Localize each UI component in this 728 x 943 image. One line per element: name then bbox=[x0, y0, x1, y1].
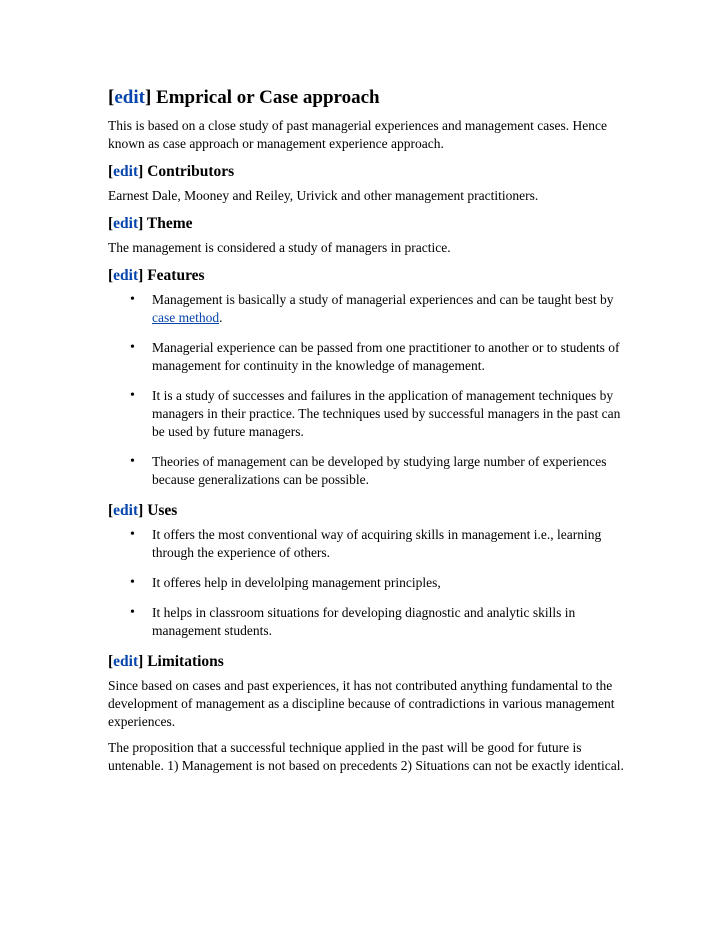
feature-text: Theories of management can be developed by studying large number of experiences because generalizations can be possible. bbox=[152, 454, 607, 487]
bullet-icon: • bbox=[130, 340, 135, 355]
section-title-uses: Uses bbox=[147, 502, 178, 519]
page-title bbox=[108, 86, 628, 110]
feature-text-after-link: . bbox=[219, 310, 223, 325]
edit-bracket-open: [ bbox=[108, 502, 114, 519]
section-heading-limitations bbox=[108, 652, 628, 671]
section-title-contributors: Contributors bbox=[147, 163, 235, 180]
contributors-paragraph: Earnest Dale, Mooney and Reiley, Urivick and other management practitioners. bbox=[108, 188, 539, 203]
edit-bracket-close: ] bbox=[138, 215, 144, 232]
edit-link-limitations[interactable]: edit bbox=[113, 653, 139, 670]
use-text: It offers the most conventional way of acquiring skills in management i.e., learning through the experience of others. bbox=[152, 527, 602, 560]
edit-bracket-close: ] bbox=[138, 502, 144, 519]
bullet-icon: • bbox=[130, 388, 135, 403]
edit-link-main[interactable]: edit bbox=[114, 87, 145, 108]
bullet-icon: • bbox=[130, 575, 135, 590]
edit-bracket-close: ] bbox=[138, 163, 144, 180]
edit-bracket-close: ] bbox=[138, 267, 144, 284]
list-item bbox=[130, 604, 628, 640]
case-method-link[interactable]: case method bbox=[152, 310, 220, 325]
theme-paragraph: The management is considered a study of managers in practice. bbox=[108, 240, 451, 255]
section-heading-uses bbox=[108, 501, 628, 520]
bullet-icon: • bbox=[130, 292, 135, 307]
section-title-theme: Theme bbox=[146, 215, 193, 232]
edit-bracket-open: [ bbox=[108, 163, 114, 180]
edit-bracket-open: [ bbox=[108, 215, 114, 232]
list-item bbox=[130, 526, 628, 562]
section-heading-contributors bbox=[108, 162, 628, 181]
section-heading-features bbox=[108, 266, 628, 285]
features-list bbox=[108, 291, 628, 489]
edit-bracket-open: [ bbox=[108, 87, 115, 108]
edit-bracket-close: ] bbox=[138, 653, 144, 670]
bullet-icon: • bbox=[130, 454, 135, 469]
bullet-icon: • bbox=[130, 527, 135, 542]
use-text: It offeres help in develolping management principles, bbox=[152, 575, 441, 590]
list-item bbox=[130, 453, 628, 489]
list-item bbox=[130, 339, 628, 375]
intro-paragraph: This is based on a close study of past managerial experiences and management cases. Hence known as case approach or management experience approach. bbox=[108, 118, 607, 151]
edit-bracket-open: [ bbox=[108, 267, 114, 284]
feature-text: It is a study of successes and failures in the application of management techniques by managers in their practice. The techniques used by successful managers in the past can be used by future managers. bbox=[152, 388, 621, 439]
list-item bbox=[130, 291, 628, 327]
edit-link-theme[interactable]: edit bbox=[113, 215, 139, 232]
limitations-paragraph: Since based on cases and past experiences, it has not contributed anything fundamental to the development of management as a discipline because of contradictions in various management experiences. bbox=[108, 678, 615, 729]
list-item bbox=[130, 387, 628, 441]
edit-link-contributors[interactable]: edit bbox=[113, 163, 139, 180]
limitations-paragraph: The proposition that a successful technique applied in the past will be good for future is untenable. 1) Management is not based on precedents 2) Situations can not be exactly identical. bbox=[108, 740, 624, 773]
section-title-features: Features bbox=[147, 267, 205, 284]
use-text: It helps in classroom situations for developing diagnostic and analytic skills in management students. bbox=[152, 605, 576, 638]
page-title-text: Emprical or Case approach bbox=[156, 87, 380, 108]
bullet-icon: • bbox=[130, 605, 135, 620]
edit-link-uses[interactable]: edit bbox=[113, 502, 139, 519]
edit-bracket-open: [ bbox=[108, 653, 114, 670]
list-item bbox=[130, 574, 628, 592]
section-title-limitations: Limitations bbox=[147, 653, 224, 670]
uses-list bbox=[108, 526, 628, 640]
feature-text-before-link: Management is basically a study of managerial experiences and can be taught best by bbox=[152, 292, 614, 307]
edit-bracket-close: ] bbox=[144, 87, 152, 108]
feature-text: Managerial experience can be passed from one practitioner to another or to students of management for continuity in the knowledge of management. bbox=[152, 340, 620, 373]
section-heading-theme bbox=[108, 214, 628, 233]
edit-link-features[interactable]: edit bbox=[113, 267, 139, 284]
